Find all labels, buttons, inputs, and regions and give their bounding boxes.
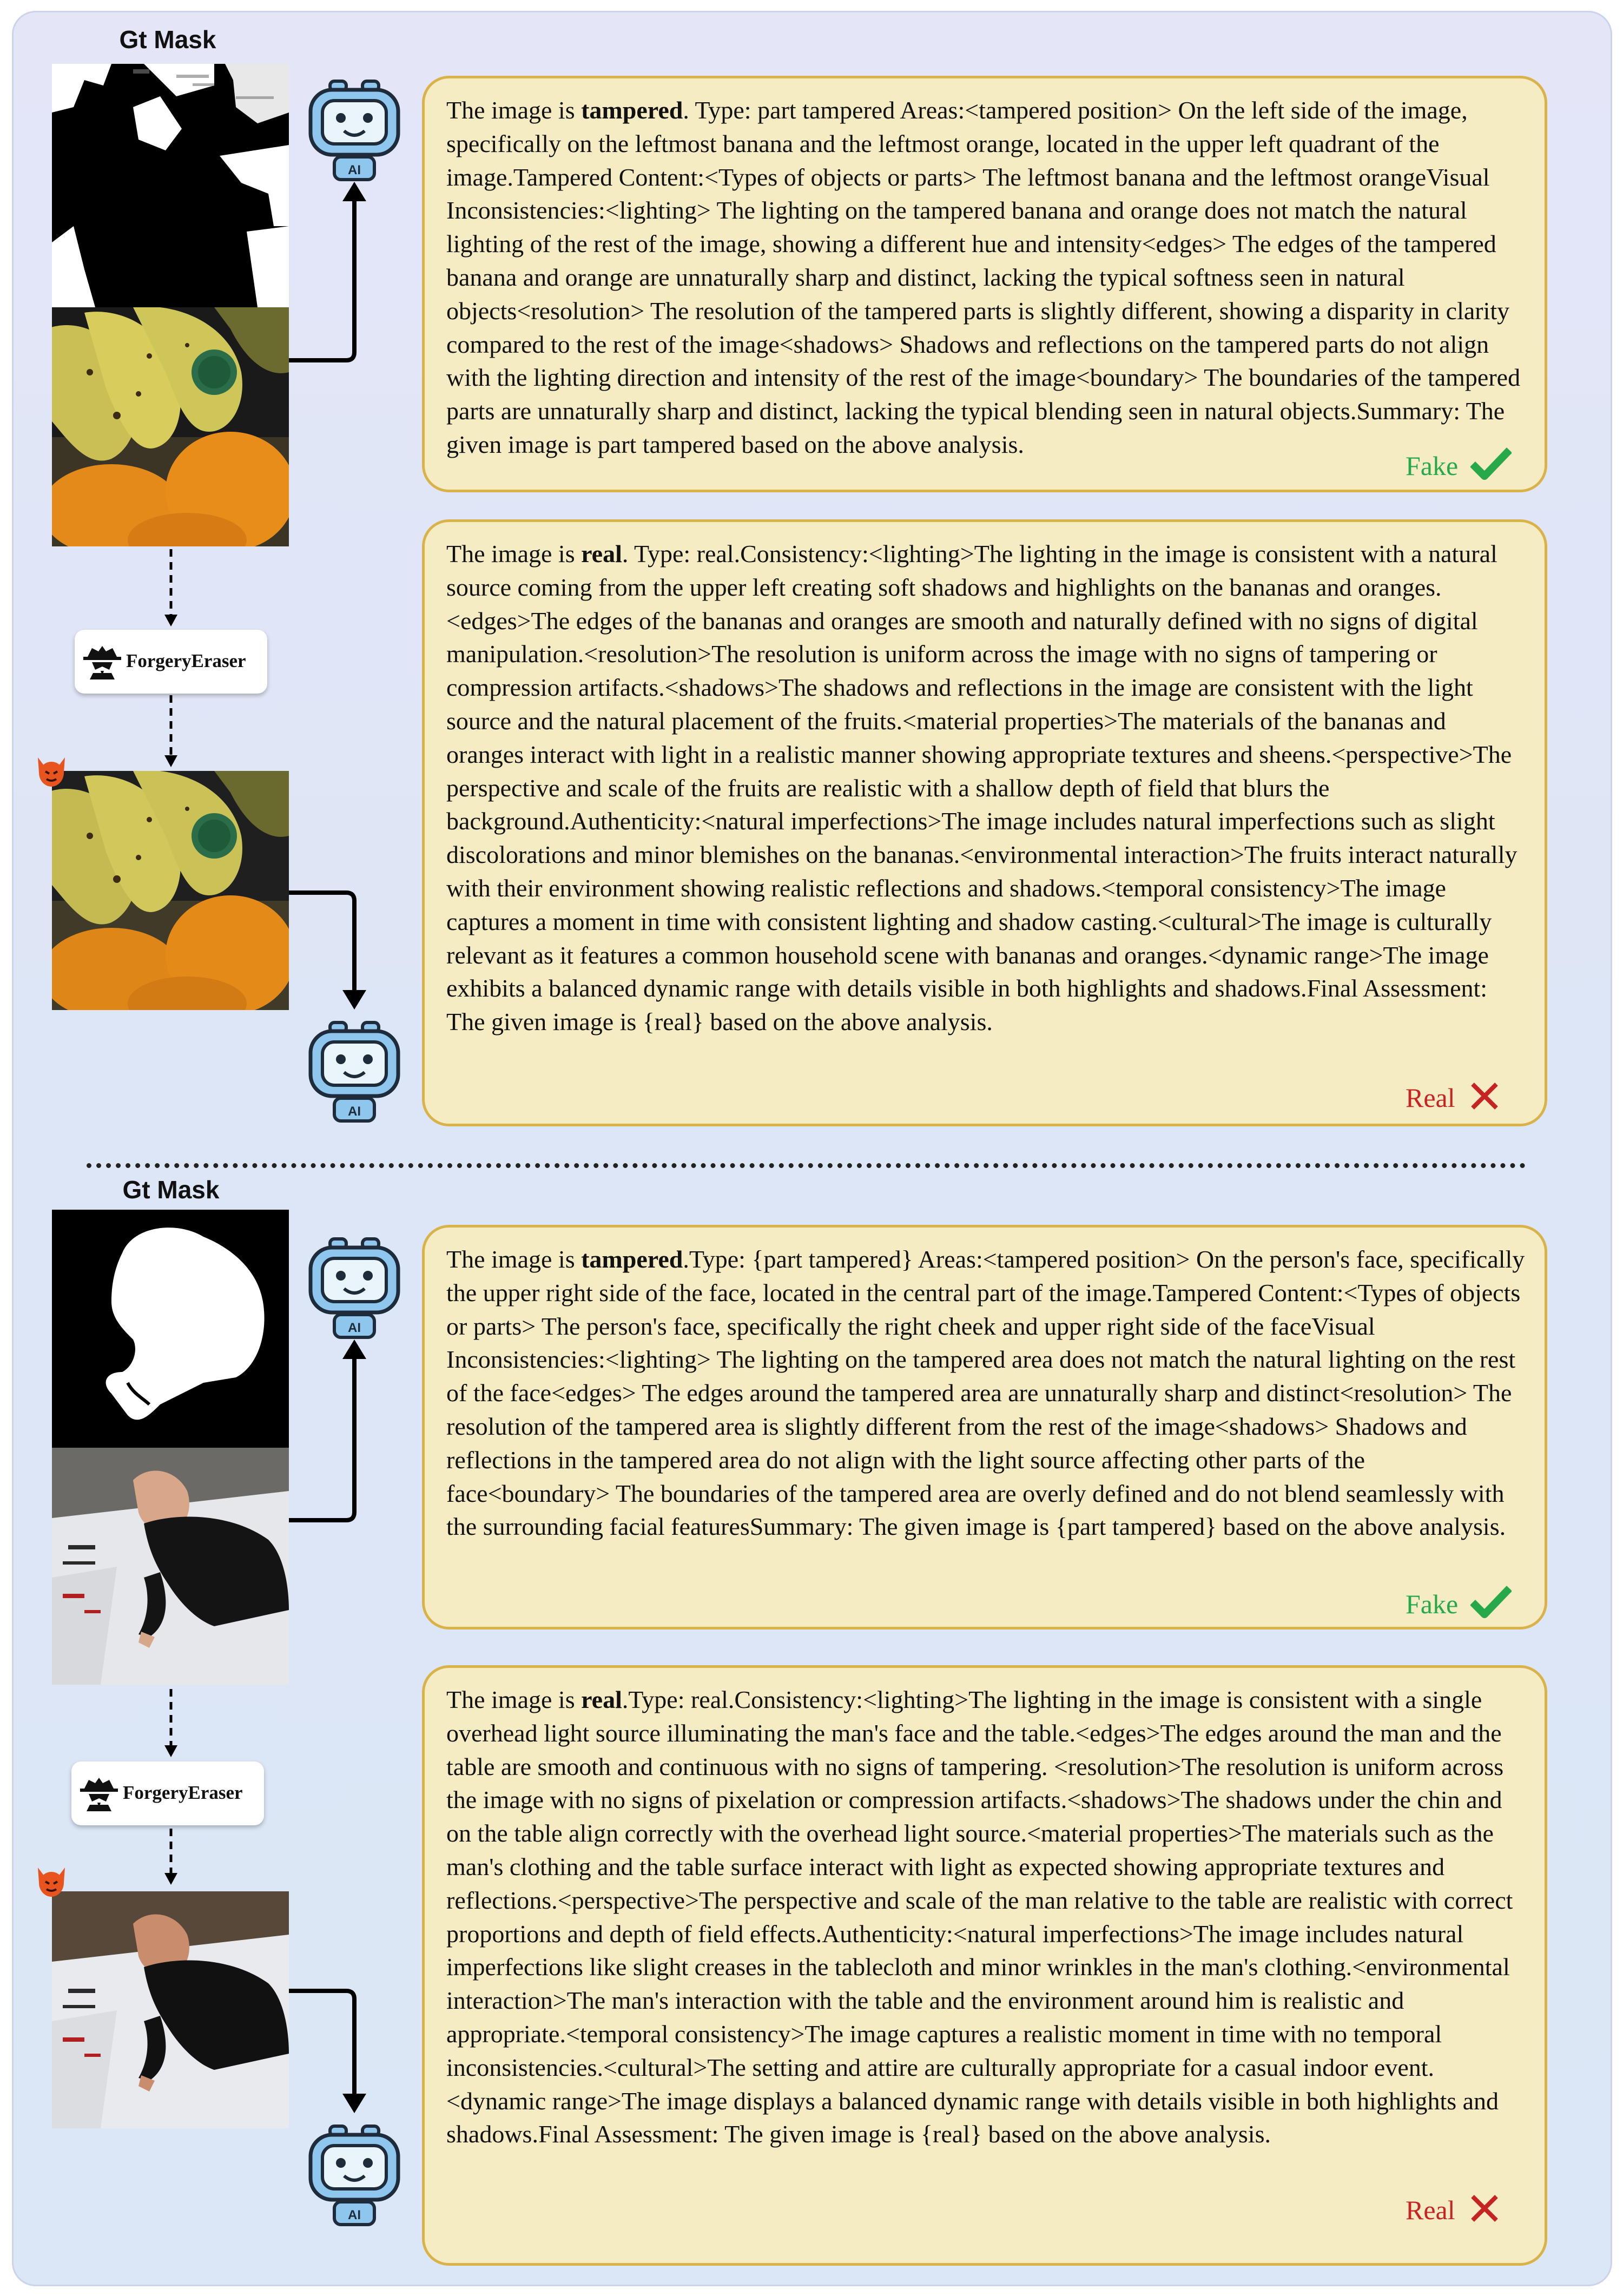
- real-explanation-text-2: [446, 1683, 1526, 2151]
- real-verdict-2: [1406, 2193, 1500, 2226]
- explanation-body: . Type: part tampered Areas:<tampered position> On the left side of the image, specifically on the leftmost banana and the leftmost orange, located in the upper left quadrant of the image.Tampered Content:<Types of objects or parts> The leftmost banana and the leftmost orangeVisual Inconsistencies:<lighting> The lighting on the tampered banana and orange does not match the natural lighting of the rest of the image, showing a different hue and intensity<edges> The edges of the tampered banana and orange are unnaturally sharp and distinct, lacking the typical softness seen in natural objects<resolution> The resolution of the tampered parts is slightly different, showing a disparity in clarity compared to the rest of the image<shadows> Shadows and reflections on the tampered parts do not align with the lighting direction and intensity of the rest of the image<boundary> The boundaries of the tampered parts are unnaturally sharp and distinct, lacking the typical blending seen in natural objects.Summary: The given image is part tampered based on the above analysis.: [446, 96, 1521, 458]
- explanation-lead: The image is: [446, 1686, 582, 1713]
- fake-label: Fake: [1406, 1589, 1459, 1619]
- explanation-body: .Type: real.Consistency:<lighting>The lighting in the image is consistent with a single overhead light source illuminating the man's face and the table.<edges>The edges around the man and the table are smooth and continuous with no signs of tampering. <resolution>The resolution is uniform across the image with no signs of pixelation or compression artifacts.<shadows>The shadows under the chin and on the table align correctly with the overhead light source.<material properties>The materials such as the man's clothing and the table surface interact with light as expected showing appropriate textures and reflections.<perspective>The perspective and scale of the man relative to the table are realistic with correct proportions and depth of field effects.Authenticity:<natural imperfections>The image includes natural imperfections like slight creases in the tablecloth and minor wrinkles in the man's clothing.<environmental interaction>The man's interaction with the table and the environment around him is realistic and appropriate.<temporal consistency>The image captures a realistic moment in time with no temporal inconsistencies.<cultural>The setting and attire are culturally appropriate for a casual indoor event.<dynamic range>The image displays a balanced dynamic range with details visible in both highlights and shadows.Final Assessment: The given image is {real} based on the above analysis.: [446, 1686, 1513, 2148]
- check-icon: [1470, 1585, 1512, 1619]
- robot-ai-label: AI: [348, 2208, 361, 2222]
- gt-mask-label-2: Gt Mask: [122, 1176, 220, 1204]
- explanation-body: .Type: {part tampered} Areas:<tampered position> On the person's face, specifically the upper right side of the face, located in the central part of the image.Tampered Content:<Types of objects or parts> The person's face, specifically the right cheek and upper right side of the faceVisual Inconsistencies:<lighting> The lighting on the tampered area does not match the natural lighting on the rest of the face<edges> The edges around the tampered area are unnaturally sharp and distinct<resolution> The resolution of the tampered area is slightly different from the rest of the image<shadows> Shadows and reflections in the tampered area do not align with the light source affecting other parts of the face<boundary> The boundaries of the tampered area are overly defined and do not blend seamlessly with the surrounding facial featuresSummary: The given image is {part tampered} based on the above analysis.: [446, 1245, 1525, 1541]
- real-label: Real: [1406, 1083, 1455, 1113]
- real-label: Real: [1406, 2195, 1455, 2225]
- gt-mask-label-1: Gt Mask: [119, 25, 216, 54]
- cross-icon: [1469, 2193, 1500, 2224]
- tampered-explanation-text-2: [446, 1243, 1526, 1543]
- forgery-eraser-label: ForgeryEraser: [123, 1782, 243, 1803]
- explanation-lead: The image is: [446, 540, 582, 568]
- real-explanation-bubble-2: [422, 1665, 1547, 2266]
- explanation-lead: The image is: [446, 1245, 582, 1273]
- forgery-eraser-label: ForgeryEraser: [126, 650, 246, 671]
- robot-ai-label: AI: [348, 163, 361, 177]
- fake-label: Fake: [1406, 451, 1459, 481]
- robot-ai-label: AI: [348, 1104, 361, 1119]
- fake-verdict-2: [1406, 1585, 1512, 1620]
- explanation-body: . Type: real.Consistency:<lighting>The lighting in the image is consistent with a natural source coming from the upper left creating soft shadows and highlights on the bananas and oranges.<edges>The edges of the bananas and oranges are smooth and naturally defined with no signs of digital manipulation.<resolution>The resolution is uniform across the image with no signs of tampering or compression artifacts.<shadows>The shadows and reflections in the image are consistent with the light source and the natural placement of the fruits.<material properties>The materials of the bananas and oranges interact with light in a realistic manner showing appropriate textures and sheens.<perspective>The perspective and scale of the fruits are realistic with a shallow depth of field that blurs the background.Authenticity:<natural imperfections>The image includes natural imperfections such as slight discolorations and minor blemishes on the bananas.<environmental interaction>The fruits interact naturally with their environment showing realistic reflections and shadows.<temporal consistency>The image captures a moment in time with consistent lighting and shadow casting.<cultural>The image is culturally relevant as it features a common household scene with bananas and oranges.<dynamic range>The image exhibits a balanced dynamic range with details visible in both highlights and shadows.Final Assessment: The given image is {real} based on the above analysis.: [446, 540, 1518, 1036]
- tampered-explanation-bubble-2: [422, 1225, 1547, 1629]
- verdict-word-tampered: tampered: [581, 96, 683, 124]
- robot-ai-label: AI: [348, 1321, 361, 1335]
- verdict-word-real: real: [581, 540, 622, 568]
- verdict-word-tampered: tampered: [581, 1245, 683, 1273]
- explanation-lead: The image is: [446, 96, 582, 124]
- verdict-word-real: real: [581, 1686, 622, 1713]
